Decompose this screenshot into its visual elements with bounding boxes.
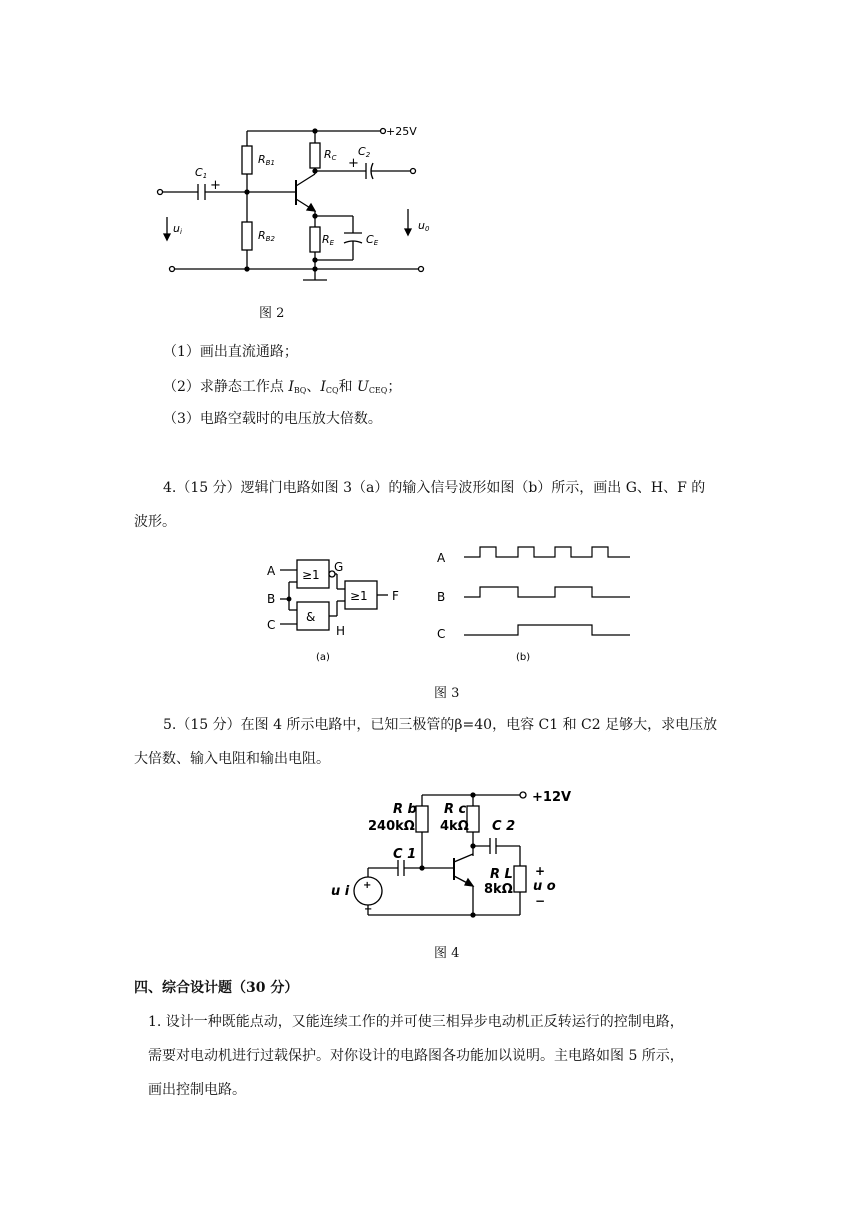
svg-text:R b: R b — [393, 802, 417, 817]
svg-text:B: B — [267, 592, 276, 606]
svg-text:C 2: C 2 — [492, 819, 516, 834]
figure-2-caption: 图 2 — [259, 306, 285, 321]
svg-text:≥1: ≥1 — [302, 568, 320, 582]
q3-item-1: （1）画出直流通路； — [163, 344, 298, 360]
q3-item-2: （2）求静态工作点 $I_{BQ}$、$I_{CQ}$和 $U_{CEQ}$； — [163, 379, 402, 395]
svg-text:G: G — [334, 560, 344, 574]
svg-text:B: B — [437, 590, 446, 604]
svg-text:A: A — [437, 551, 446, 565]
figure-4-circuit — [325, 782, 583, 928]
figure-2-circuit — [150, 115, 440, 290]
svg-text:u i: u i — [331, 884, 350, 899]
svg-text:A: A — [267, 564, 276, 578]
svg-text:C2: C2 — [358, 145, 371, 159]
svg-text:+: + — [348, 156, 359, 171]
svg-text:8kΩ: 8kΩ — [484, 882, 513, 897]
svg-text:F: F — [392, 589, 399, 603]
svg-text:&: & — [306, 610, 316, 624]
section-4-para-line-3: 画出控制电路。 — [148, 1082, 246, 1098]
section-4-para-line-2: 需要对电动机进行过载保护。对你设计的电路图各功能加以说明。主电路如图 5 所示， — [148, 1048, 684, 1064]
figure-3b-waveforms — [430, 545, 635, 668]
svg-text:H: H — [336, 624, 346, 638]
svg-text:240kΩ: 240kΩ — [368, 819, 415, 834]
svg-text:C1: C1 — [195, 166, 208, 180]
q3-item-3: （3）电路空载时的电压放大倍数。 — [163, 411, 382, 427]
svg-text:u0: u0 — [418, 219, 430, 233]
svg-text:+: + — [535, 864, 546, 878]
svg-text:ui: ui — [173, 222, 182, 236]
svg-text:−: − — [364, 904, 373, 915]
q4-line-1: 4.（15 分）逻辑门电路如图 3（a）的输入信号波形如图（b）所示，画出 G、H、F 的 — [163, 480, 706, 496]
section-4-heading: 四、综合设计题（30 分） — [134, 980, 299, 996]
svg-text:R L: R L — [490, 867, 513, 882]
svg-text:C: C — [267, 618, 276, 632]
q5-line-2: 大倍数、输入电阻和输出电阻。 — [134, 751, 330, 767]
svg-text:C: C — [437, 627, 446, 641]
svg-text:(b): (b) — [516, 652, 531, 663]
q4-line-2: 波形。 — [134, 514, 176, 530]
svg-text:≥1: ≥1 — [350, 589, 368, 603]
svg-text:RB2: RB2 — [258, 229, 275, 243]
q5-line-1: 5.（15 分）在图 4 所示电路中，已知三极管的β=40，电容 C1 和 C2 足够大，求电压放 — [163, 717, 718, 733]
svg-text:u o: u o — [533, 879, 556, 894]
svg-text:CE: CE — [366, 233, 379, 247]
svg-text:RB1: RB1 — [258, 153, 275, 167]
svg-text:4kΩ: 4kΩ — [440, 819, 469, 834]
supply-label: +25V — [386, 125, 417, 138]
figure-3a-logic-gates — [262, 550, 412, 668]
svg-text:+12V: +12V — [532, 790, 572, 805]
svg-text:RC: RC — [324, 148, 337, 162]
svg-text:R c: R c — [444, 802, 467, 817]
svg-text:RE: RE — [322, 233, 335, 247]
svg-text:(a): (a) — [316, 652, 330, 663]
svg-text:+: + — [210, 178, 221, 193]
figure-3-caption: 图 3 — [434, 686, 460, 701]
figure-4-caption: 图 4 — [434, 946, 460, 961]
section-4-para-line-1: 1. 设计一种既能点动，又能连续工作的并可使三相异步电动机正反转运行的控制电路， — [148, 1014, 684, 1030]
svg-text:+: + — [363, 880, 372, 891]
svg-text:C 1: C 1 — [393, 847, 417, 862]
svg-text:−: − — [535, 894, 546, 908]
